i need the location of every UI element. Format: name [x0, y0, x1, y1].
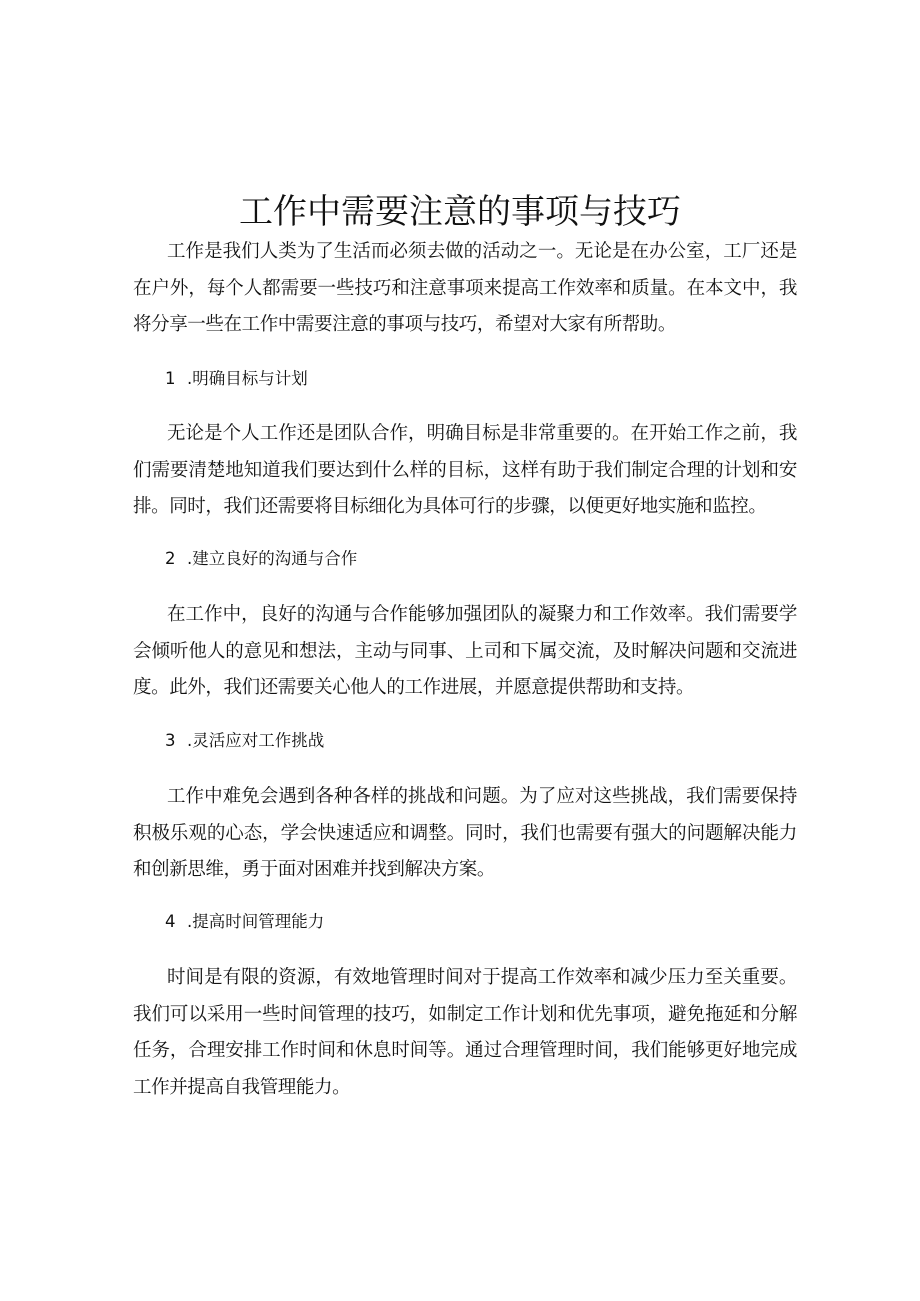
section-number: 1	[165, 369, 176, 388]
section-title: .提高时间管理能力	[187, 912, 325, 931]
section-body-3: 工作中难免会遇到各种各样的挑战和问题。为了应对这些挑战，我们需要保持积极乐观的心态，学会快速适应和调整。同时，我们也需要有强大的问题解决能力和创新思维，勇于面对困难并找到解决方案。	[133, 786, 797, 880]
section-body-1: 无论是个人工作还是团队合作，明确目标是非常重要的。在开始工作之前，我们需要清楚地知道我们要达到什么样的目标，这样有助于我们制定合理的计划和安排。同时，我们还需要将目标细化为具体可行的步骤，以便更好地实施和监控。	[133, 423, 797, 517]
section-number: 2	[165, 549, 176, 568]
section-title: .灵活应对工作挑战	[187, 731, 325, 750]
section-number: 3	[165, 731, 176, 750]
section-heading-4	[165, 910, 324, 934]
document-title: 工作中需要注意的事项与技巧	[239, 191, 681, 232]
section-body-2: 在工作中，良好的沟通与合作能够加强团队的凝聚力和工作效率。我们需要学会倾听他人的意见和想法，主动与同事、上司和下属交流，及时解决问题和交流进度。此外，我们还需要关心他人的工作进展，并愿意提供帮助和支持。	[133, 604, 797, 698]
section-body-4: 时间是有限的资源，有效地管理时间对于提高工作效率和减少压力至关重要。我们可以采用一些时间管理的技巧，如制定工作计划和优先事项，避免拖延和分解任务，合理安排工作时间和休息时间等。通过合理管理时间，我们能够更好地完成工作并提高自我管理能力。	[133, 967, 797, 1098]
section-title: .建立良好的沟通与合作	[187, 549, 358, 568]
section-heading-2	[165, 547, 357, 571]
section-number: 4	[165, 912, 176, 931]
section-heading-3	[165, 729, 324, 753]
intro-paragraph: 工作是我们人类为了生活而必须去做的活动之一。无论是在办公室，工厂还是在户外，每个人都需要一些技巧和注意事项来提高工作效率和质量。在本文中，我将分享一些在工作中需要注意的事项与技巧，希望对大家有所帮助。	[133, 241, 797, 335]
section-heading-1	[165, 367, 308, 391]
section-title: .明确目标与计划	[187, 369, 308, 388]
